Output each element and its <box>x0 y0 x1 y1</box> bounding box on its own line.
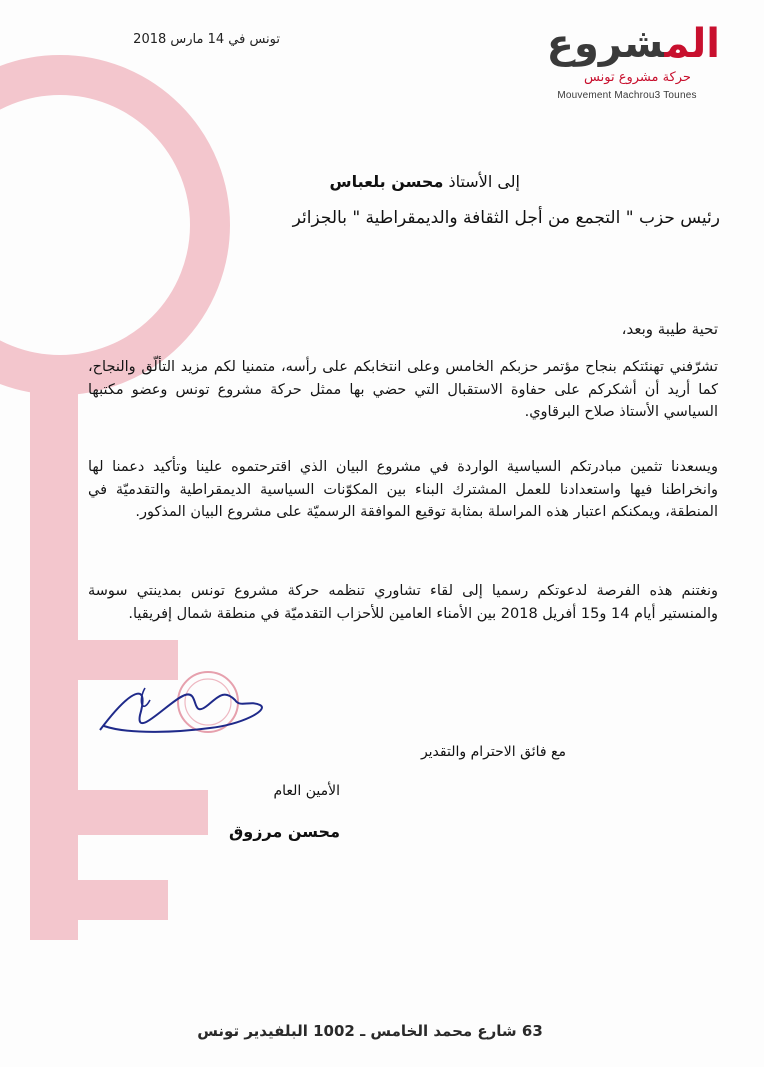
logo-title-part-1: الم <box>664 21 720 67</box>
recipient-name: محسن بلعباس <box>329 172 444 191</box>
recipient-line <box>230 172 520 191</box>
recipient-prefix: إلى الأستاذ <box>448 172 520 191</box>
greeting: تحية طيبة وبعد، <box>621 320 718 338</box>
logo-title-part-2: شروع <box>546 21 665 67</box>
signatory-name: محسن مرزوق <box>228 822 340 841</box>
recipient-title: رئيس حزب " التجمع من أجل الثقافة والديمقراطية " بالجزائر <box>292 208 720 228</box>
paragraph-2: ويسعدنا تثمين مبادرتكم السياسية الواردة في مشروع البيان الذي اقترحتموه علينا وتأكيد دعمنا لها وانخراطنا فيها واستعدادنا للعمل المشترك البناء بين المكوّنات السياسية الديمقراطية والتقدميّة في المنطقة، ويمكنكم اعتبار هذه المراسلة بمثابة توقيع الموافقة الرسميّة على مشروع البيان المذكور. <box>88 459 718 520</box>
logo-latin-name: Mouvement Machrou3 Tounes <box>557 90 697 101</box>
paragraph-1: تشرّفني تهنئتكم بنجاح مؤتمر حزبكم الخامس وعلى انتخابكم على رأسه، متمنيا لكم مزيد التألّق والنجاح، كما أريد أن أشكركم على حفاوة الاستقبال التي حضي بها ممثل حركة مشروع تونس وعضو مكتبها السياسي الأستاذ صلاح البرقاوي. <box>88 359 718 420</box>
brand-logo <box>540 18 720 70</box>
closing-line: مع فائق الاحترام والتقدير <box>420 744 566 760</box>
paragraph-3: ونغتنم هذه الفرصة لدعوتكم رسميا إلى لقاء تشاوري تنظمه حركة مشروع تونس بمدينتي سوسة والمنستير أيام 14 و15 أفريل 2018 بين الأمناء العامين للأحزاب التقدميّة في منطقة شمال إفريقيا. <box>88 583 718 622</box>
signatory-title: الأمين العام <box>273 783 340 799</box>
logo-subtitle: حركة مشروع تونس <box>584 70 691 85</box>
signature-stamp-icon <box>90 660 290 770</box>
letter-date: تونس في 14 مارس 2018 <box>133 32 280 47</box>
footer-address: 63 شارع محمد الخامس ـ 1002 البلفيدير تونس <box>197 1022 543 1040</box>
